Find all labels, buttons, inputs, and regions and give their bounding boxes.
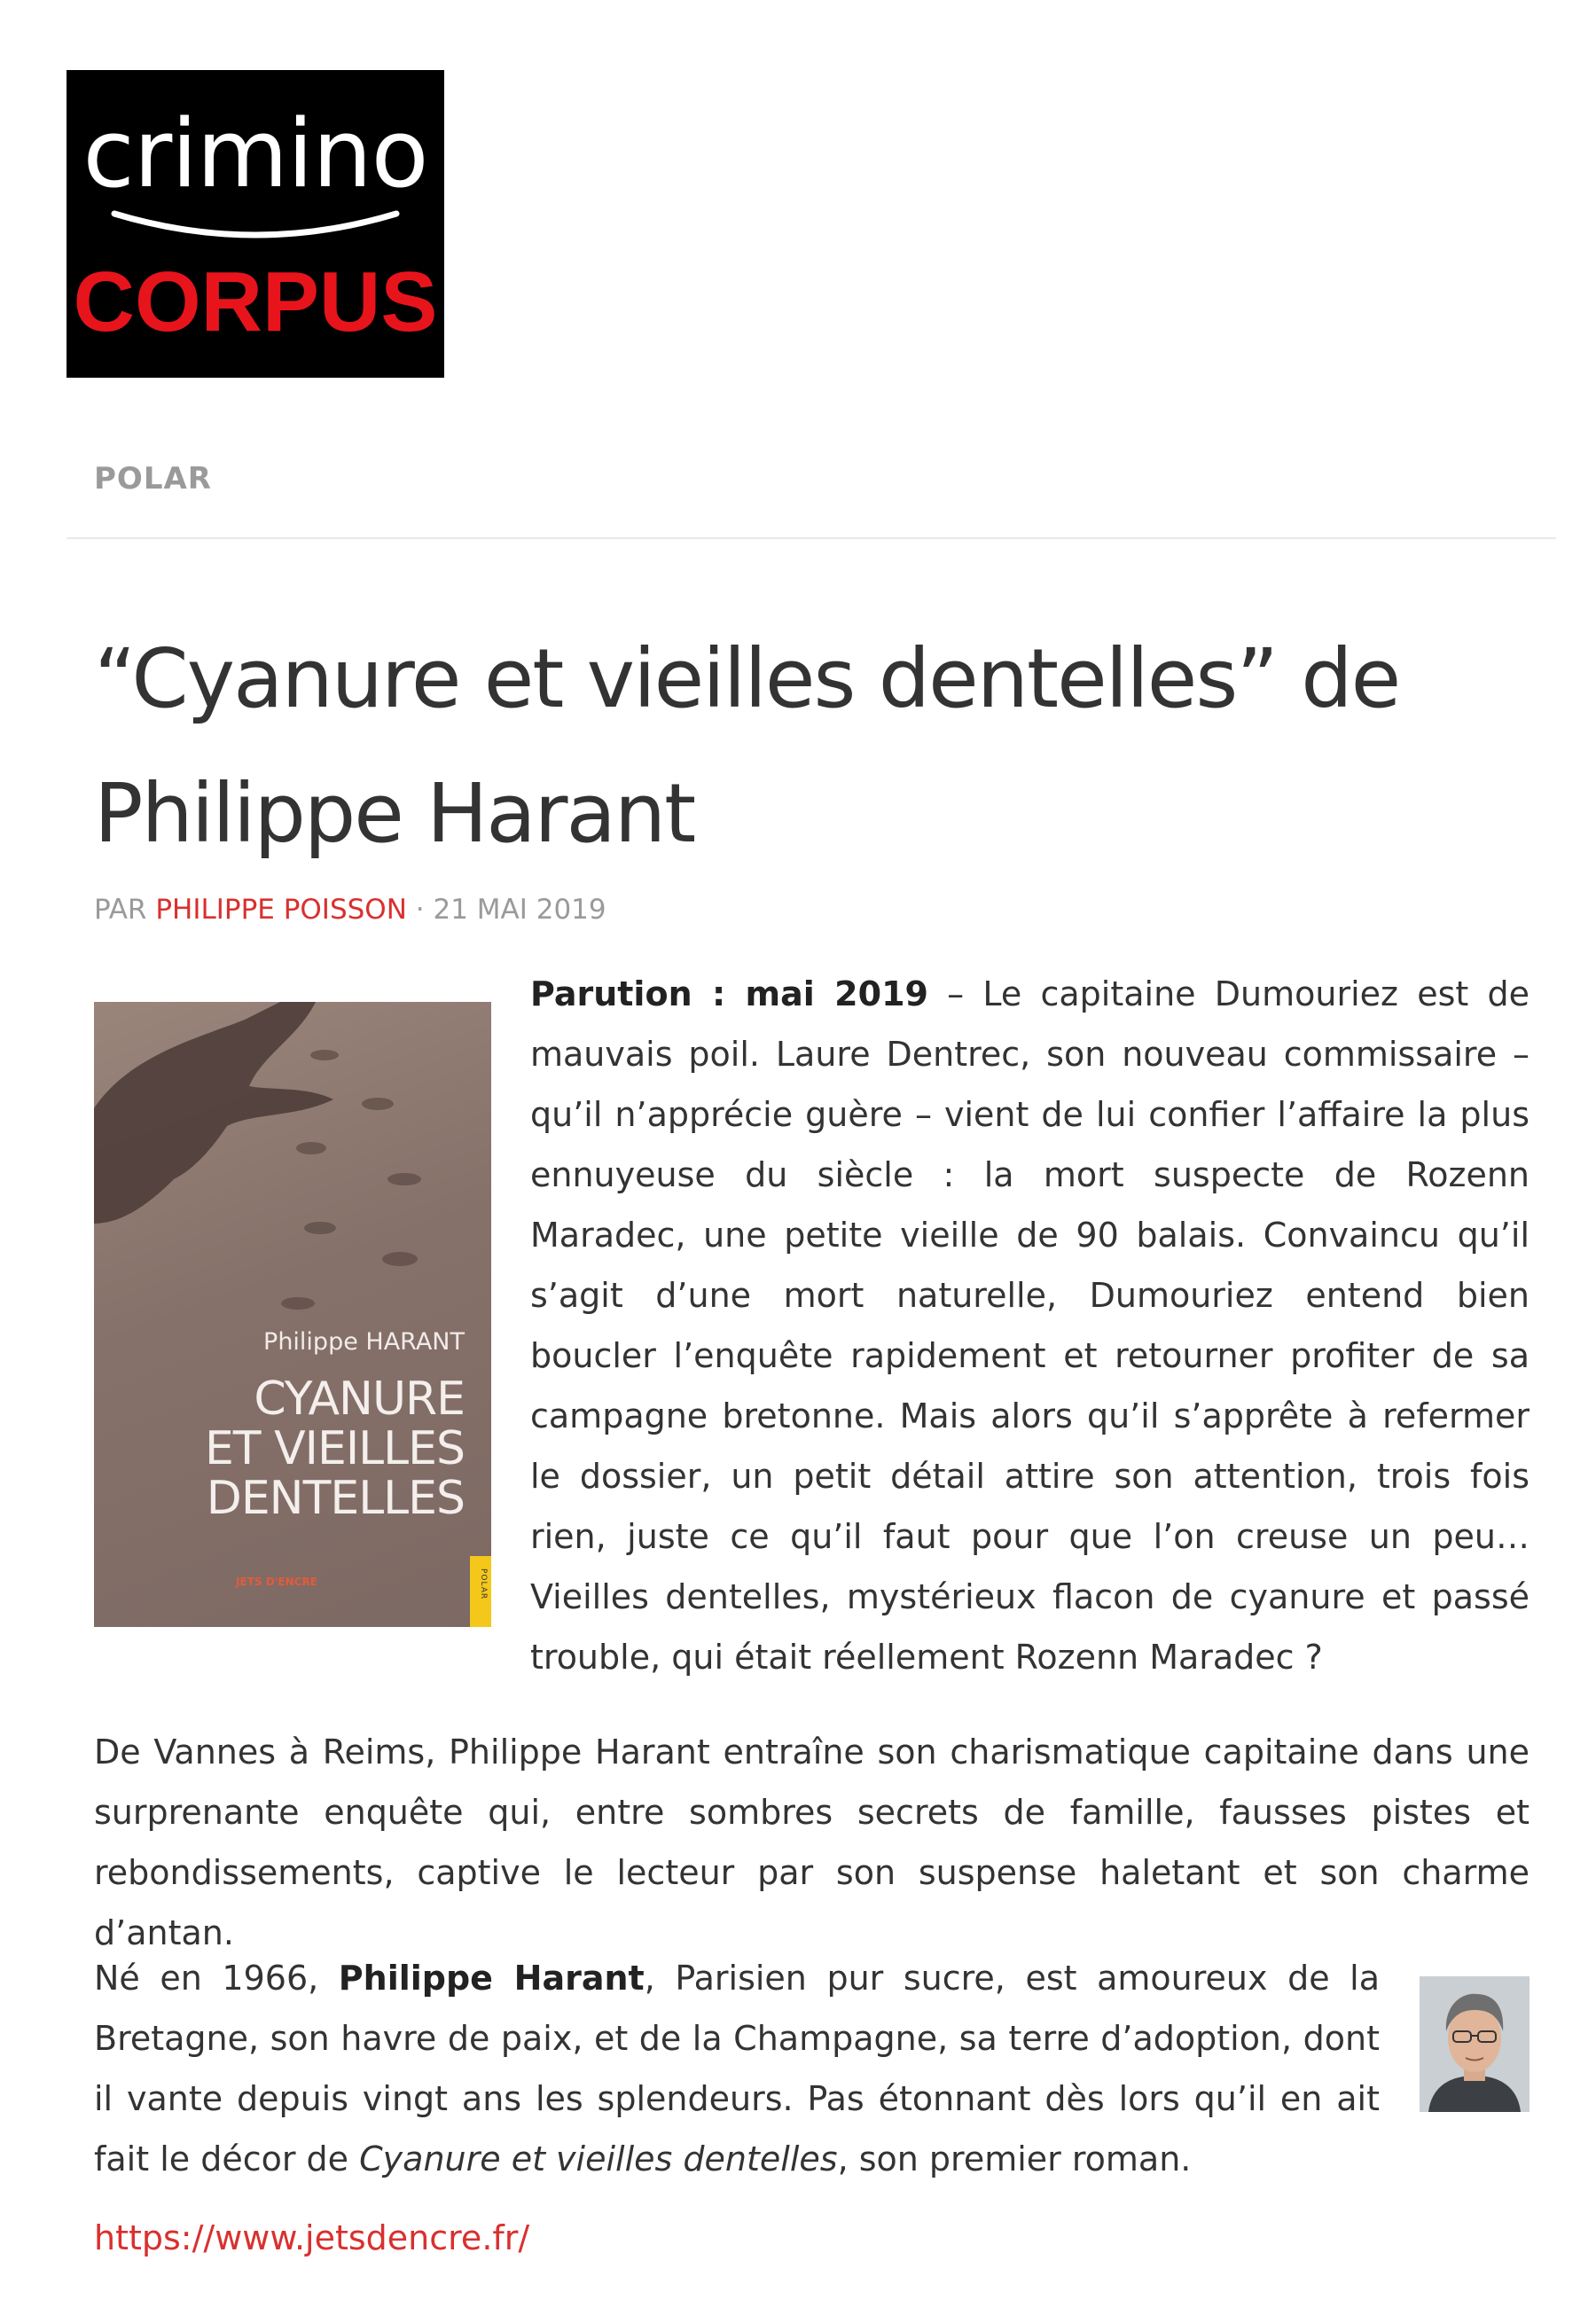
- cover-title: [94, 1374, 465, 1523]
- cover-title-line: DENTELLES: [206, 1472, 465, 1525]
- cover-shadow-footprints-art: [94, 1002, 491, 1627]
- logo-wordmark-top: crimino: [82, 99, 428, 208]
- cover-publisher-logo: JETS D'ENCRE: [236, 1576, 317, 1588]
- category-label[interactable]: POLAR: [94, 461, 212, 497]
- paragraph-text: – Le capitaine Dumouriez est de mauvais poil. Laure Dentrec, son nouveau commissaire – qu’il n’apprécie guère – vient de lui confier l’affaire la plus ennuyeuse du siècle : la mort suspecte de Rozenn Maradec, une petite vieille de 90 balais. Convaincu qu’il s’agit d’une mort naturelle, Dumouriez entend bien boucler l’enquête rapidement et retourner profiter de sa campagne bretonne. Mais alors qu’il s’apprête à refermer le dossier, un petit détail attire son attention, trois fois rien, juste ce qu’il faut pour que l’on creuse un peu… Vieilles dentelles, mystérieux flacon de cyanure et passé trouble, qui était réellement Rozenn Maradec ?: [530, 974, 1530, 1677]
- bio-text: Né en 1966,: [94, 1959, 339, 1998]
- logo-swoosh-icon: [109, 201, 402, 254]
- author-name-bold: Philippe Harant: [338, 1959, 645, 1998]
- bio-text: , Parisien pur sucre, est amoureux de la Bretagne, son havre de paix, et de la Champagne, sa terre d’adoption, dont il vante depuis vingt ans les splendeurs. Pas étonnant dès lors qu’il en ait fait le décor de: [94, 1959, 1380, 2178]
- book-title-italic: Cyanure et vieilles dentelles: [359, 2139, 838, 2178]
- byline-separator: ·: [415, 894, 425, 926]
- logo-wordmark-bottom: CORPUS: [73, 254, 438, 349]
- byline: [94, 894, 606, 926]
- site-logo[interactable]: [66, 70, 444, 378]
- author-bio-paragraph: [94, 1948, 1380, 2189]
- header-divider: [66, 537, 1556, 539]
- cover-spine-stripe: [470, 1556, 491, 1627]
- author-photo: [1420, 1976, 1530, 2112]
- byline-date: 21 MAI 2019: [433, 894, 606, 926]
- byline-prefix: PAR: [94, 894, 147, 926]
- book-cover-image: [94, 1002, 491, 1627]
- cover-title-line: CYANURE: [254, 1373, 465, 1426]
- article-title: “Cyanure et vieilles dentelles” de Philippe Harant: [94, 631, 1400, 861]
- article-paragraph: [530, 964, 1530, 1687]
- author-portrait-art: [1420, 1976, 1530, 2112]
- bio-text: , son premier roman.: [837, 2139, 1192, 2178]
- article-paragraph: De Vannes à Reims, Philippe Harant entraîne son charismatique capitaine dans une surprenante enquête qui, entre sombres secrets de famille, fausses pistes et rebondissements, captive le lecteur par son suspense haletant et son charme d’antan.: [94, 1732, 1530, 1952]
- byline-author-link[interactable]: PHILIPPE POISSON: [155, 894, 407, 926]
- release-date-label: Parution : mai 2019: [530, 974, 928, 1013]
- cover-spine-label: POLAR: [479, 1568, 488, 1600]
- cover-title-line: ET VIEILLES: [204, 1422, 465, 1475]
- cover-author-name: Philippe HARANT: [263, 1328, 465, 1356]
- publisher-website-link[interactable]: https://www.jetsdencre.fr/: [94, 2218, 530, 2257]
